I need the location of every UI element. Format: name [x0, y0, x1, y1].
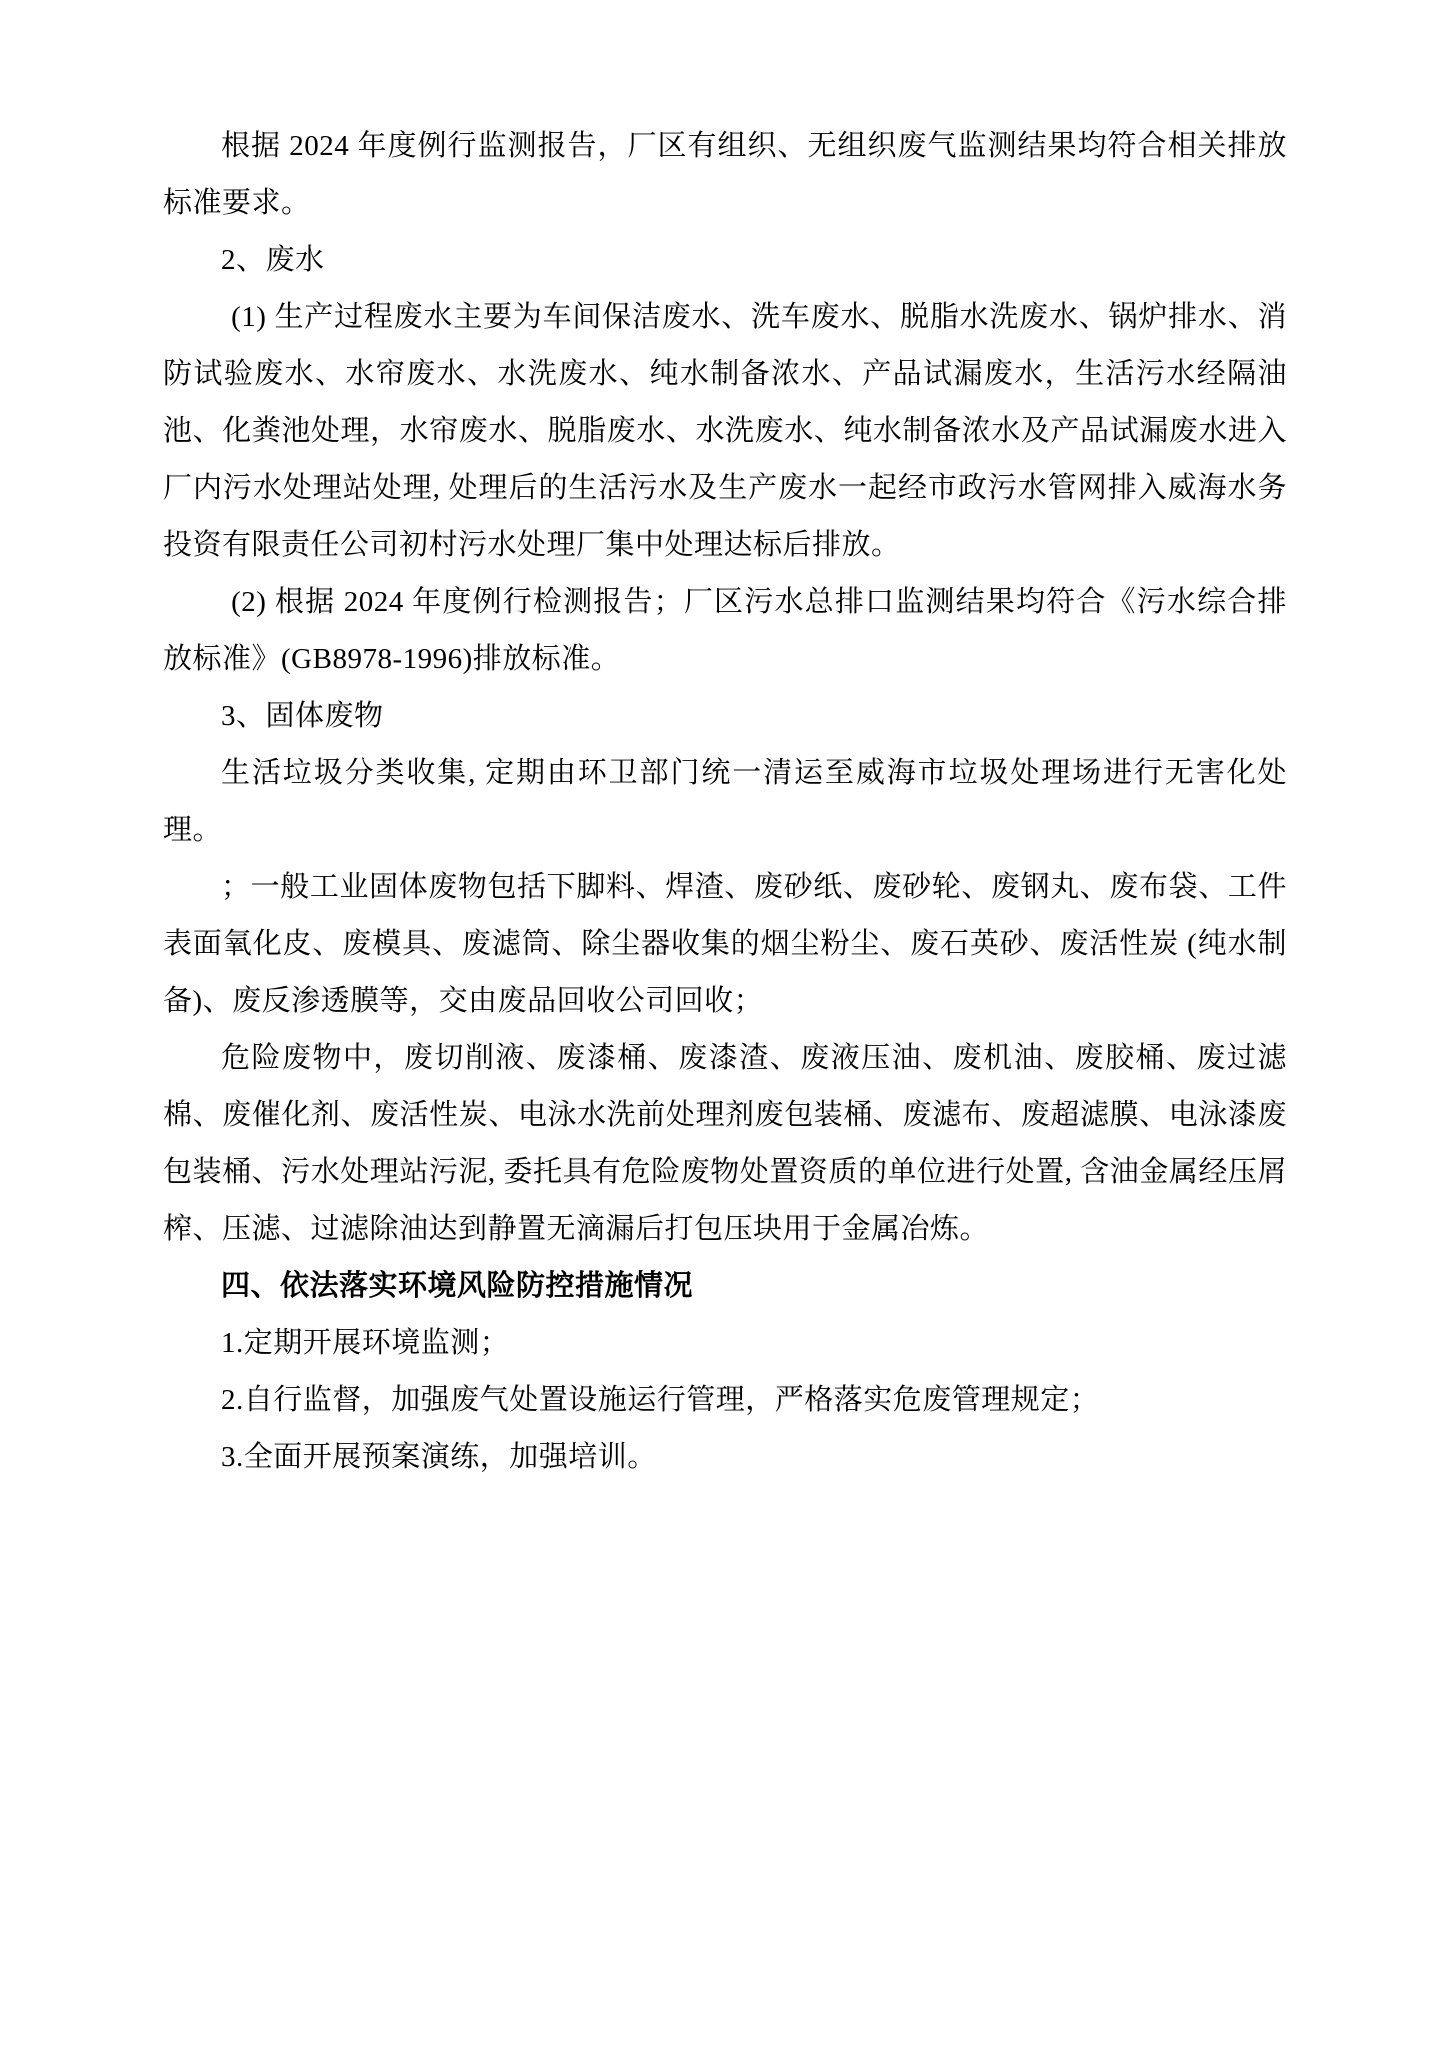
paragraph-wastewater-monitoring-result: (2) 根据 2024 年度例行检测报告；厂区污水总排口监测结果均符合《污水综合排放标准》(GB8978-1996)排放标准。: [163, 586, 1287, 675]
heading-solid-waste: 3、固体废物: [221, 700, 384, 732]
paragraph-air-monitoring-result: 根据 2024 年度例行监测报告，厂区有组织、无组织废气监测结果均符合相关排放标准要求。: [163, 130, 1287, 219]
heading-risk-control-measures: 四、依法落实环境风险防控措施情况: [221, 1270, 694, 1302]
paragraph-domestic-garbage: 生活垃圾分类收集, 定期由环卫部门统一清运至威海市垃圾处理场进行无害化处理。: [163, 757, 1287, 846]
document-body: [163, 118, 1287, 1486]
paragraph-general-industrial-waste: ；一般工业固体废物包括下脚料、焊渣、废砂纸、废砂轮、废钢丸、废布袋、工件表面氧化皮、废模具、废滤筒、除尘器收集的烟尘粉尘、废石英砂、废活性炭 (纯水制备)、废反渗透膜等，交由废品回收公司回收；: [163, 871, 1287, 1017]
paragraph-wastewater-sources: (1) 生产过程废水主要为车间保洁废水、洗车废水、脱脂水洗废水、锅炉排水、消防试验废水、水帘废水、水洗废水、纯水制备浓水、产品试漏废水，生活污水经隔油池、化粪池处理，水帘废水、脱脂废水、水洗废水、纯水制备浓水及产品试漏废水进入厂内污水处理站处理, 处理后的生活污水及生产废水一起经市政污水管网排入威海水务投资有限责任公司初村污水处理厂集中处理达标后排放。: [163, 301, 1287, 561]
list-item-self-supervision: 2.自行监督，加强废气处置设施运行管理，严格落实危废管理规定；: [221, 1384, 1100, 1416]
list-item-environment-monitoring: 1.定期开展环境监测；: [221, 1327, 510, 1359]
paragraph-hazardous-waste: 危险废物中，废切削液、废漆桶、废漆渣、废液压油、废机油、废胶桶、废过滤棉、废催化剂、废活性炭、电泳水洗前处理剂废包装桶、废滤布、废超滤膜、电泳漆废包装桶、污水处理站污泥, 委托具有危险废物处置资质的单位进行处置, 含油金属经压屑榨、压滤、过滤除油达到静置无滴漏后打包压块用于金属冶炼。: [163, 1042, 1287, 1245]
list-item-drill-training: 3.全面开展预案演练，加强培训。: [221, 1441, 657, 1473]
heading-wastewater: 2、废水: [221, 244, 325, 276]
